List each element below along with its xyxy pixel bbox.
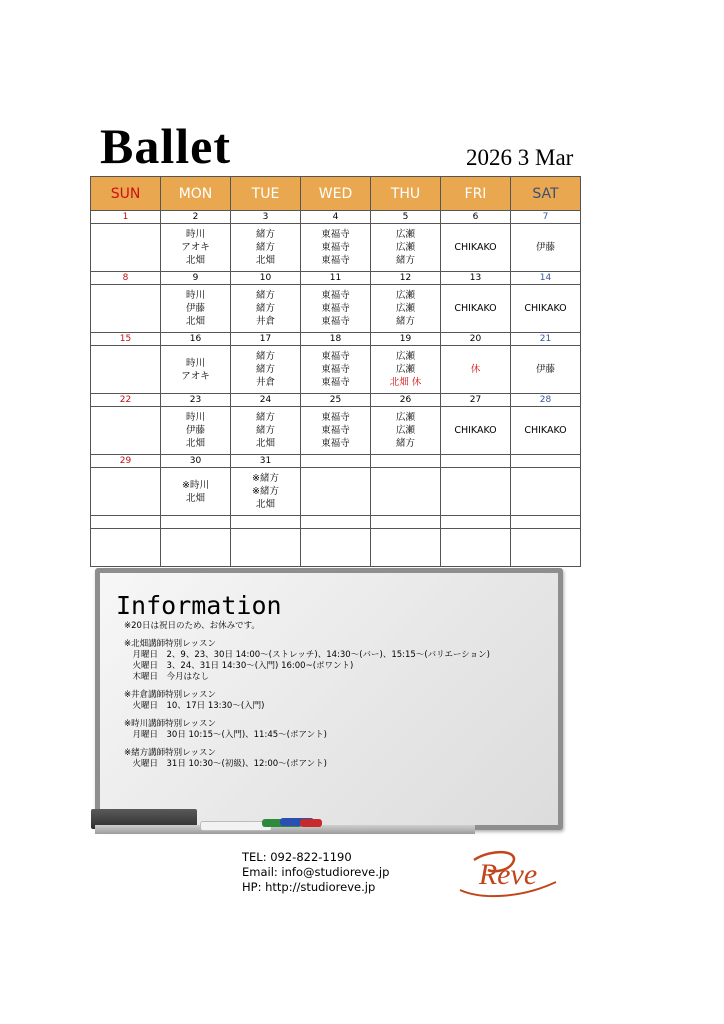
instructor-entry: 広瀬 [395,229,415,240]
day-cell [231,285,301,333]
date-number: 1 [91,211,161,224]
empty-cell [301,529,371,567]
day-cell [91,224,161,272]
instructor-entry: 北畑 [255,438,275,449]
date-row [91,333,581,346]
date-number: 13 [441,272,511,285]
day-cell [301,407,371,455]
empty-cell [511,516,581,529]
instructor-entry: 東福寺 [321,412,350,423]
date-number: 6 [441,211,511,224]
date-number: 16 [161,333,231,346]
day-cell [161,407,231,455]
weekday-mon: MON [161,177,231,211]
date-number: 3 [231,211,301,224]
date-row [91,272,581,285]
date-number: 20 [441,333,511,346]
contact-email: Email: info@studioreve.jp [242,865,390,879]
instructor-entry: 伊藤 [185,303,205,314]
day-cell [371,346,441,394]
date-number: 29 [91,455,161,468]
weekday-sat: SAT [511,177,581,211]
instructor-entry: 北畑 [255,255,275,266]
day-cell [511,407,581,455]
date-number: 25 [301,394,371,407]
empty-cell [511,529,581,567]
date-number: 8 [91,272,161,285]
instructor-entry: 緒方 [255,229,275,240]
entries-row [91,346,581,394]
empty-cell [441,529,511,567]
instructor-entry: 東福寺 [321,255,350,266]
instructor-entry: アオキ [181,370,210,382]
info-line [124,683,490,690]
day-cell [231,224,301,272]
instructor-entry: 緒方 [395,316,415,327]
day-cell [441,468,511,516]
instructor-entry: ※緒方 [252,473,279,484]
empty-cell [371,529,441,567]
instructor-entry: 時川 [185,229,205,240]
day-cell [91,346,161,394]
instructor-entry: 緒方 [255,412,275,423]
instructor-entry: 広瀬 [395,242,415,253]
calendar-table [90,176,581,567]
day-cell [161,285,231,333]
instructor-entry: 北畑 [255,499,275,510]
instructor-entry: 緒方 [255,364,275,375]
instructor-entry: 東福寺 [321,438,350,449]
page-title: Ballet [100,118,231,174]
entries-row [91,407,581,455]
empty-cell [91,516,161,529]
day-cell [161,346,231,394]
info-line [124,632,490,639]
date-number: 12 [371,272,441,285]
instructor-entry: 広瀬 [395,412,415,423]
weekday-header-row [91,177,581,211]
info-line: 火曜日 3、24、31日 14:30～(入門) 16:00~(ポワント) [124,661,354,671]
empty-cell [161,529,231,567]
instructor-entry: 広瀬 [395,290,415,301]
instructor-entry: CHIKAKO [454,425,497,436]
instructor-entry: 伊藤 [185,425,205,436]
day-cell [91,468,161,516]
instructor-entry: 東福寺 [321,364,350,375]
date-number: 10 [231,272,301,285]
instructor-entry: 井倉 [255,316,275,327]
instructor-entry: 北畑 [185,316,205,327]
weekday-tue: TUE [231,177,301,211]
instructor-entry: 休 [470,364,481,375]
reve-logo [452,846,564,908]
date-row [91,455,581,468]
date-number: 4 [301,211,371,224]
month-label: 2026 3 Mar [466,145,574,170]
day-cell [441,224,511,272]
info-line: ※井倉講師特別レッスン [124,690,217,700]
instructor-entry: 北畑 [185,492,205,504]
day-cell [161,224,231,272]
instructor-entry: CHIKAKO [524,425,567,436]
instructor-entry: 緒方 [255,425,275,436]
day-cell [91,285,161,333]
instructor-entry: 東福寺 [321,351,350,362]
empty-cell [91,529,161,567]
instructor-entry: 北畑 [185,438,205,449]
day-cell [441,346,511,394]
instructor-entry: 広瀬 [395,351,415,362]
date-number: 5 [371,211,441,224]
instructor-entry: 井倉 [255,377,275,388]
info-line: ※時川講師特別レッスン [124,719,217,729]
weekday-fri: FRI [441,177,511,211]
weekday-sun: SUN [91,177,161,211]
day-cell [301,468,371,516]
date-number [441,455,511,468]
instructor-entry: ※時川 [182,479,209,491]
instructor-entry: 東福寺 [321,377,350,388]
instructor-entry: 緒方 [395,255,415,266]
instructor-entry: 広瀬 [395,425,415,436]
day-cell [511,285,581,333]
logo-text: Reve [478,858,538,891]
day-cell [441,285,511,333]
date-number: 14 [511,272,581,285]
instructor-entry: 緒方 [255,242,275,253]
day-cell [231,407,301,455]
instructor-entry: アオキ [181,242,210,253]
day-cell [371,224,441,272]
contact-tel: TEL: 092-822-1190 [242,850,352,864]
instructor-entry: 時川 [185,290,205,301]
instructor-entry: 東福寺 [321,425,350,436]
info-line: 月曜日 2、9、23、30日 14:00～(ストレッチ)、14:30～(バー)、15:15～(バリエーション) [124,650,490,660]
instructor-entry: 東福寺 [321,290,350,301]
instructor-entry: CHIKAKO [454,242,497,253]
date-number: 11 [301,272,371,285]
instructor-entry: 時川 [185,357,205,369]
instructor-entry: 時川 [185,412,205,423]
info-title: Information [116,591,282,620]
date-number: 18 [301,333,371,346]
date-number [371,455,441,468]
empty-cell [231,529,301,567]
instructor-entry: 北畑 休 [389,377,422,388]
day-cell [231,346,301,394]
day-cell [161,468,231,516]
date-number: 15 [91,333,161,346]
info-line: 火曜日 10、17日 13:30～(入門) [124,701,265,711]
instructor-entry: 緒方 [255,290,275,301]
date-number: 27 [441,394,511,407]
info-line [124,741,490,748]
instructor-entry: 緒方 [395,438,415,449]
instructor-entry: 東福寺 [321,316,350,327]
entries-row [91,224,581,272]
info-line: 火曜日 31日 10:30～(初級)、12:00～(ポアント) [124,759,327,769]
day-cell [511,468,581,516]
instructor-entry: 緒方 [255,303,275,314]
empty-row [91,529,581,567]
weekday-thu: THU [371,177,441,211]
info-line: ※北畑講師特別レッスン [124,639,217,649]
instructor-entry: 東福寺 [321,229,350,240]
contact-hp: HP: http://studioreve.jp [242,880,376,894]
date-number: 24 [231,394,301,407]
entries-row [91,468,581,516]
date-number: 19 [371,333,441,346]
day-cell [301,346,371,394]
instructor-entry: 東福寺 [321,242,350,253]
day-cell [301,224,371,272]
entries-row [91,285,581,333]
date-number [511,455,581,468]
info-line: ※緒方講師特別レッスン [124,748,217,758]
date-row [91,394,581,407]
date-number: 30 [161,455,231,468]
day-cell [511,346,581,394]
date-number: 7 [511,211,581,224]
date-row [91,211,581,224]
contact-block [242,850,389,895]
date-number [301,455,371,468]
empty-row [91,516,581,529]
marker-red [300,819,322,827]
day-cell [441,407,511,455]
empty-cell [371,516,441,529]
day-cell [91,407,161,455]
empty-cell [441,516,511,529]
info-line: 月曜日 30日 10:15～(入門)、11:45～(ポアント) [124,730,327,740]
date-number: 28 [511,394,581,407]
date-number: 21 [511,333,581,346]
empty-cell [231,516,301,529]
date-number: 26 [371,394,441,407]
instructor-entry: CHIKAKO [454,303,497,314]
info-line [124,712,490,719]
instructor-entry: 伊藤 [535,242,555,253]
instructor-entry: 緒方 [255,351,275,362]
weekday-wed: WED [301,177,371,211]
day-cell [371,468,441,516]
instructor-entry: 伊藤 [535,364,555,375]
instructor-entry: CHIKAKO [524,303,567,314]
instructor-entry: 東福寺 [321,303,350,314]
date-number: 22 [91,394,161,407]
date-number: 31 [231,455,301,468]
day-cell [511,224,581,272]
instructor-entry: 北畑 [185,255,205,266]
info-text [124,621,490,770]
day-cell [231,468,301,516]
instructor-entry: 広瀬 [395,303,415,314]
date-number: 23 [161,394,231,407]
info-line: ※20日は祝日のため、お休みです。 [124,621,260,631]
day-cell [371,407,441,455]
date-number: 2 [161,211,231,224]
day-cell [301,285,371,333]
day-cell [371,285,441,333]
date-number: 9 [161,272,231,285]
info-line: 木曜日 今月はなし [124,672,210,682]
date-number: 17 [231,333,301,346]
instructor-entry: 広瀬 [395,364,415,375]
empty-cell [161,516,231,529]
instructor-entry: ※緒方 [252,486,279,497]
empty-cell [301,516,371,529]
